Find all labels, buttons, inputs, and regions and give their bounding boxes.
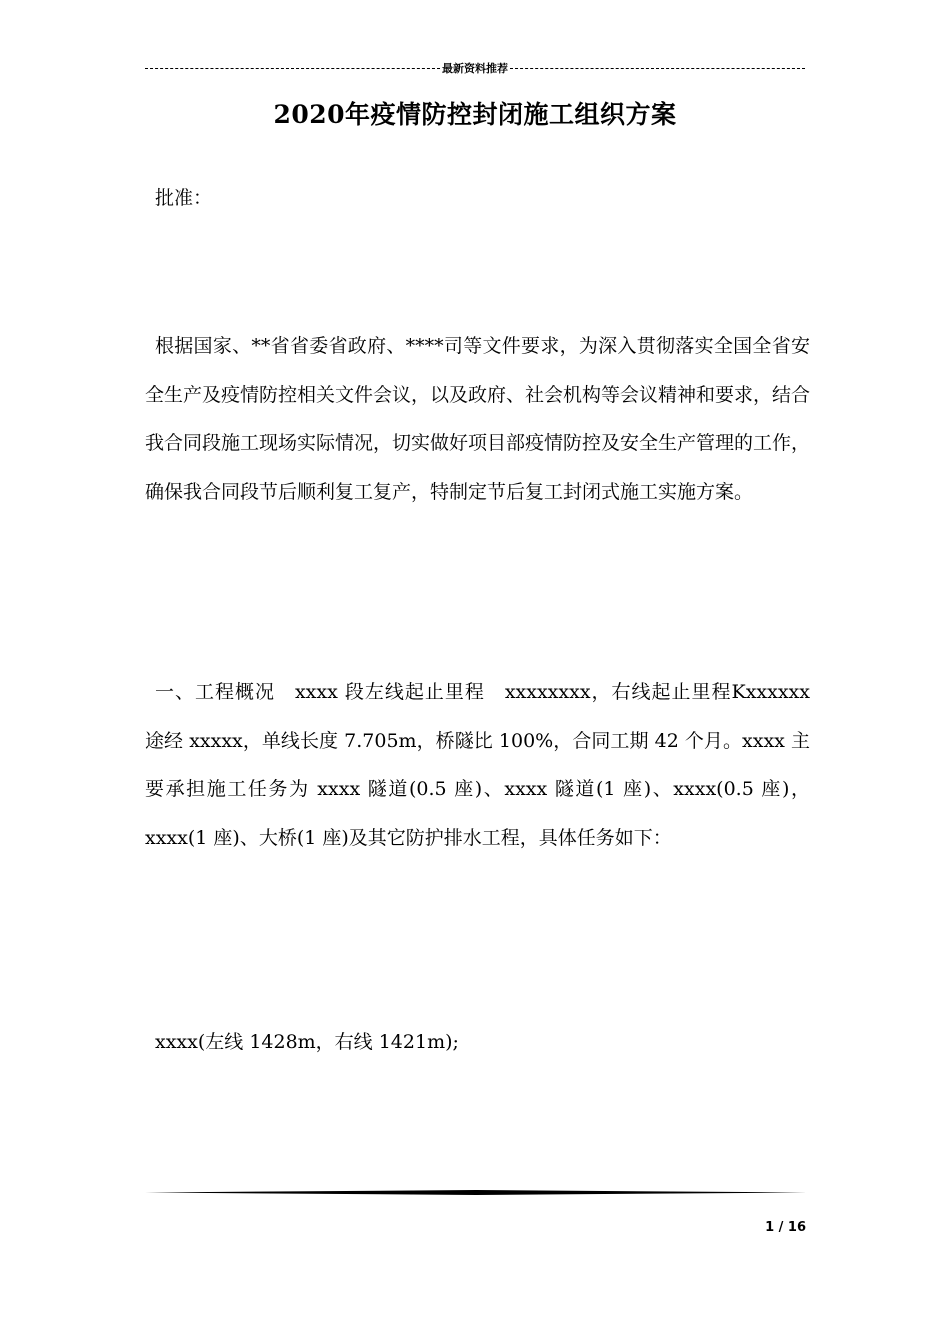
paragraph-intro: 根据国家、**省省委省政府、****司等文件要求，为深入贯彻落实全国全省安全生产及疫情防控相关文件会议，以及政府、社会机构等会议精神和要求，结合我合同段施工现场实际情况，切实做好项目部疫情防控及安全生产管理的工作，确保我合同段节后顺利复工复产，特制定节后复工封闭式施工实施方案。 bbox=[145, 335, 811, 503]
document-title: 2020年疫情防控封闭施工组织方案 bbox=[273, 100, 677, 129]
page-header bbox=[145, 58, 805, 78]
header-label: 最新资料推荐 bbox=[442, 62, 508, 75]
paragraph-tunnel-length: xxxx(左线 1428m，右线 1421m); bbox=[155, 1031, 459, 1053]
paragraph-project-overview: 一、工程概况 xxxx 段左线起止里程 xxxxxxxx，右线起止里程Kxxxxxx 途经 xxxxx，单线长度 7.705m，桥隧比 100%，合同工期 42 个月。xxxx 主要承担施工任务为 xxxx 隧道(0.5 座)、xxxx 隧道(1 座)、xxxx(0.5 座)，xxxx(1 座)、大桥(1 座)及其它防护排水工程，具体任务如下： bbox=[145, 681, 810, 849]
page-indicator: 1 / 16 bbox=[765, 1220, 806, 1235]
header-dash-left bbox=[145, 68, 440, 69]
header-dash-right bbox=[510, 68, 805, 69]
approval-label: 批准： bbox=[155, 187, 213, 209]
footer-rule bbox=[145, 1190, 807, 1195]
